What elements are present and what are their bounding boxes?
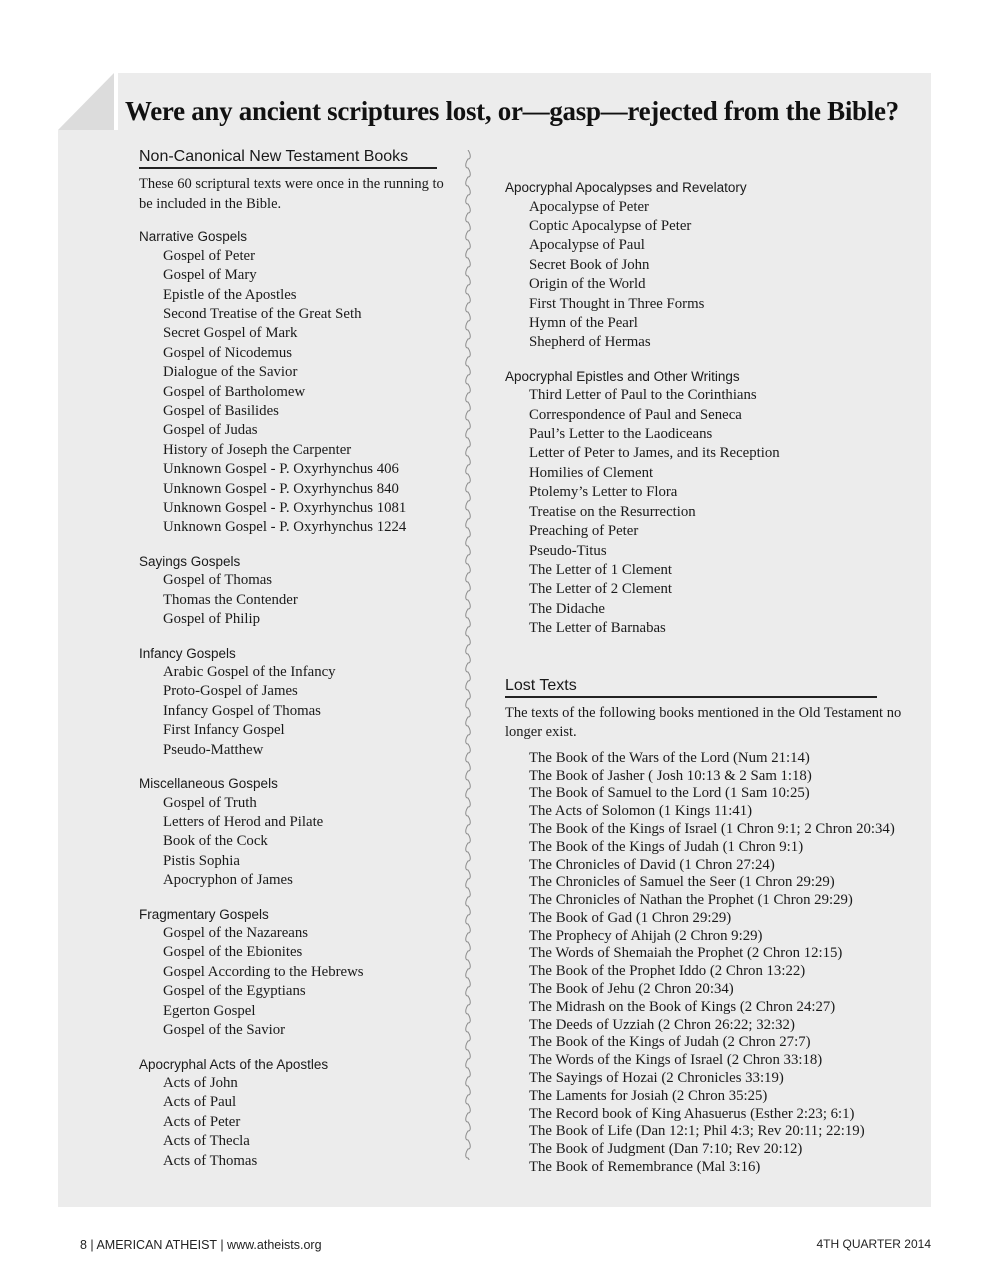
list-item: Gospel of Judas — [163, 422, 258, 439]
left-column — [139, 148, 449, 1171]
list-item: The Words of Shemaiah the Prophet (2 Chron 12:15) — [529, 945, 843, 962]
right-groups — [505, 178, 905, 639]
list-item: Homilies of Clement — [529, 464, 654, 481]
list-item: Arabic Gospel of the Infancy — [163, 664, 336, 680]
list-item: The Book of Life (Dan 12:1; Phil 4:3; Rev 20:11; 22:19) — [529, 1123, 865, 1140]
list-item: The Book of the Kings of Judah (2 Chron 27:7) — [529, 1034, 811, 1051]
lost-texts-intro: The texts of the following books mentioned in the Old Testament no longer exist. — [505, 704, 902, 741]
list-item: Infancy Gospel of Thomas — [163, 702, 321, 719]
list-item: Third Letter of Paul to the Corinthians — [529, 387, 757, 404]
list-item: The Chronicles of Nathan the Prophet (1 Chron 29:29) — [529, 892, 853, 909]
list-item: History of Joseph the Carpenter — [163, 441, 352, 458]
list-item: Gospel of Basilides — [163, 402, 279, 419]
list-item: Pistis Sophia — [163, 852, 240, 869]
lost-texts-heading: Lost Texts — [505, 677, 877, 698]
wavy-divider — [461, 150, 475, 1160]
list-item: Letter of Peter to James, and its Reception — [529, 445, 780, 462]
group-heading: Apocryphal Epistles and Other Writings — [505, 368, 740, 384]
list-item: Paul’s Letter to the Laodiceans — [529, 426, 713, 443]
list-item: Proto-Gospel of James — [163, 683, 298, 700]
list-item: Secret Gospel of Mark — [163, 325, 298, 342]
list-item: Gospel of Nicodemus — [163, 344, 293, 361]
group-list — [139, 1074, 449, 1171]
list-item: Acts of Paul — [163, 1094, 237, 1111]
lost-texts-list — [505, 750, 905, 1177]
footer-issue: 4TH QUARTER 2014 — [816, 1237, 931, 1251]
list-item: Second Treatise of the Great Seth — [163, 305, 362, 322]
list-item: The Book of the Kings of Judah (1 Chron 9:1) — [529, 838, 804, 855]
list-item: Gospel of Bartholomew — [163, 383, 306, 400]
list-item: Unknown Gospel - P. Oxyrhynchus 1224 — [163, 519, 407, 536]
list-item: Gospel of Truth — [163, 794, 257, 811]
divider-line — [466, 150, 471, 1160]
list-item: Book of the Cock — [163, 833, 268, 850]
list-item: Egerton Gospel — [163, 1002, 256, 1019]
list-item: The Book of the Kings of Israel (1 Chron 9:1; 2 Chron 20:34) — [529, 820, 895, 837]
group-list — [505, 198, 905, 353]
list-item: Unknown Gospel - P. Oxyrhynchus 840 — [163, 480, 399, 497]
list-item: Apocalypse of Peter — [529, 198, 649, 215]
group-heading: Sayings Gospels — [139, 553, 241, 569]
list-item: Coptic Apocalypse of Peter — [529, 217, 692, 234]
list-item: The Book of Judgment (Dan 7:10; Rev 20:12) — [529, 1141, 803, 1158]
non-canonical-intro: These 60 scriptural texts were once in the running to be included in the Bible. — [139, 176, 444, 212]
list-item: The Acts of Solomon (1 Kings 11:41) — [529, 803, 753, 820]
non-canonical-heading: Non-Canonical New Testament Books — [139, 148, 437, 169]
list-item: Acts of Thomas — [163, 1152, 258, 1169]
group-heading: Apocryphal Acts of the Apostles — [139, 1056, 329, 1072]
list-item: The Midrash on the Book of Kings (2 Chron 24:27) — [529, 998, 836, 1015]
list-item: Ptolemy’s Letter to Flora — [529, 484, 678, 501]
list-item: The Book of Jasher ( Josh 10:13 & 2 Sam 1:18) — [529, 767, 812, 784]
list-item: First Thought in Three Forms — [529, 295, 705, 312]
group-heading: Apocryphal Apocalypses and Revelatory — [505, 180, 747, 195]
group-heading: Fragmentary Gospels — [139, 906, 269, 922]
list-item: The Laments for Josiah (2 Chron 35:25) — [529, 1087, 768, 1104]
list-item: The Didache — [529, 600, 606, 617]
list-item: Origin of the World — [529, 276, 646, 293]
list-item: Correspondence of Paul and Seneca — [529, 406, 742, 423]
list-item: The Book of the Prophet Iddo (2 Chron 13:22) — [529, 963, 806, 980]
list-item: The Words of the Kings of Israel (2 Chron 33:18) — [529, 1052, 823, 1069]
list-item: The Book of the Wars of the Lord (Num 21:14) — [529, 749, 810, 766]
group-list — [505, 386, 905, 638]
list-item: Treatise on the Resurrection — [529, 503, 696, 520]
page-title: Were any ancient scriptures lost, or—gasp—rejected from the Bible? — [125, 96, 899, 126]
list-item: Epistle of the Apostles — [163, 286, 297, 303]
list-item: Hymn of the Pearl — [529, 314, 638, 331]
list-item: Secret Book of John — [529, 256, 650, 273]
list-item: Gospel of Peter — [163, 247, 256, 264]
group-list — [139, 794, 449, 891]
list-item: Acts of Thecla — [163, 1133, 250, 1150]
footer-publication: 8 | AMERICAN ATHEIST | www.atheists.org — [80, 1238, 322, 1252]
list-item: The Letter of 2 Clement — [529, 581, 672, 598]
list-item: First Infancy Gospel — [163, 722, 285, 739]
list-item: Gospel of the Nazareans — [163, 925, 309, 942]
list-item: Unknown Gospel - P. Oxyrhynchus 406 — [163, 461, 399, 478]
group-list — [139, 247, 449, 538]
list-item: Gospel of the Savior — [163, 1022, 286, 1039]
list-item: Apocryphon of James — [163, 872, 293, 889]
group-list — [139, 663, 449, 760]
list-item: The Book of Gad (1 Chron 29:29) — [529, 909, 732, 926]
list-item: Thomas the Contender — [163, 591, 298, 608]
list-item: The Chronicles of Samuel the Seer (1 Chron 29:29) — [529, 874, 835, 891]
list-item: The Record book of King Ahasuerus (Esther 2:23; 6:1) — [529, 1105, 855, 1122]
list-item: Apocalypse of Paul — [529, 237, 645, 254]
list-item: Gospel of Philip — [163, 611, 261, 628]
list-item: The Deeds of Uzziah (2 Chron 26:22; 32:32) — [529, 1016, 795, 1033]
list-item: The Sayings of Hozai (2 Chronicles 33:19) — [529, 1070, 784, 1087]
list-item: The Book of Samuel to the Lord (1 Sam 10:25) — [529, 785, 810, 802]
list-item: Acts of Peter — [163, 1113, 241, 1130]
list-item: Shepherd of Hermas — [529, 334, 651, 351]
group-heading: Narrative Gospels — [139, 229, 248, 245]
list-item: Pseudo-Matthew — [163, 741, 264, 758]
group-heading: Miscellaneous Gospels — [139, 776, 278, 792]
list-item: The Book of Remembrance (Mal 3:16) — [529, 1159, 761, 1176]
group-list — [139, 924, 449, 1040]
list-item: Preaching of Peter — [529, 523, 639, 540]
page-curl-corner — [58, 73, 118, 130]
list-item: The Letter of Barnabas — [529, 620, 666, 637]
list-item: The Prophecy of Ahijah (2 Chron 9:29) — [529, 927, 763, 944]
list-item: Gospel of the Ebionites — [163, 944, 303, 961]
right-column — [505, 178, 905, 1177]
list-item: Unknown Gospel - P. Oxyrhynchus 1081 — [163, 499, 407, 516]
list-item: The Book of Jehu (2 Chron 20:34) — [529, 981, 734, 998]
list-item: Gospel According to the Hebrews — [163, 963, 364, 980]
list-item: Dialogue of the Savior — [163, 364, 298, 381]
list-item: The Chronicles of David (1 Chron 27:24) — [529, 856, 775, 873]
list-item: Acts of John — [163, 1075, 238, 1091]
list-item: Gospel of Mary — [163, 267, 257, 284]
list-item: Pseudo-Titus — [529, 542, 607, 559]
group-heading: Infancy Gospels — [139, 645, 236, 661]
left-groups — [139, 227, 449, 1171]
list-item: The Letter of 1 Clement — [529, 561, 672, 578]
list-item: Letters of Herod and Pilate — [163, 813, 324, 830]
list-item: Gospel of Thomas — [163, 572, 273, 589]
group-list — [139, 571, 449, 629]
list-item: Gospel of the Egyptians — [163, 983, 306, 1000]
